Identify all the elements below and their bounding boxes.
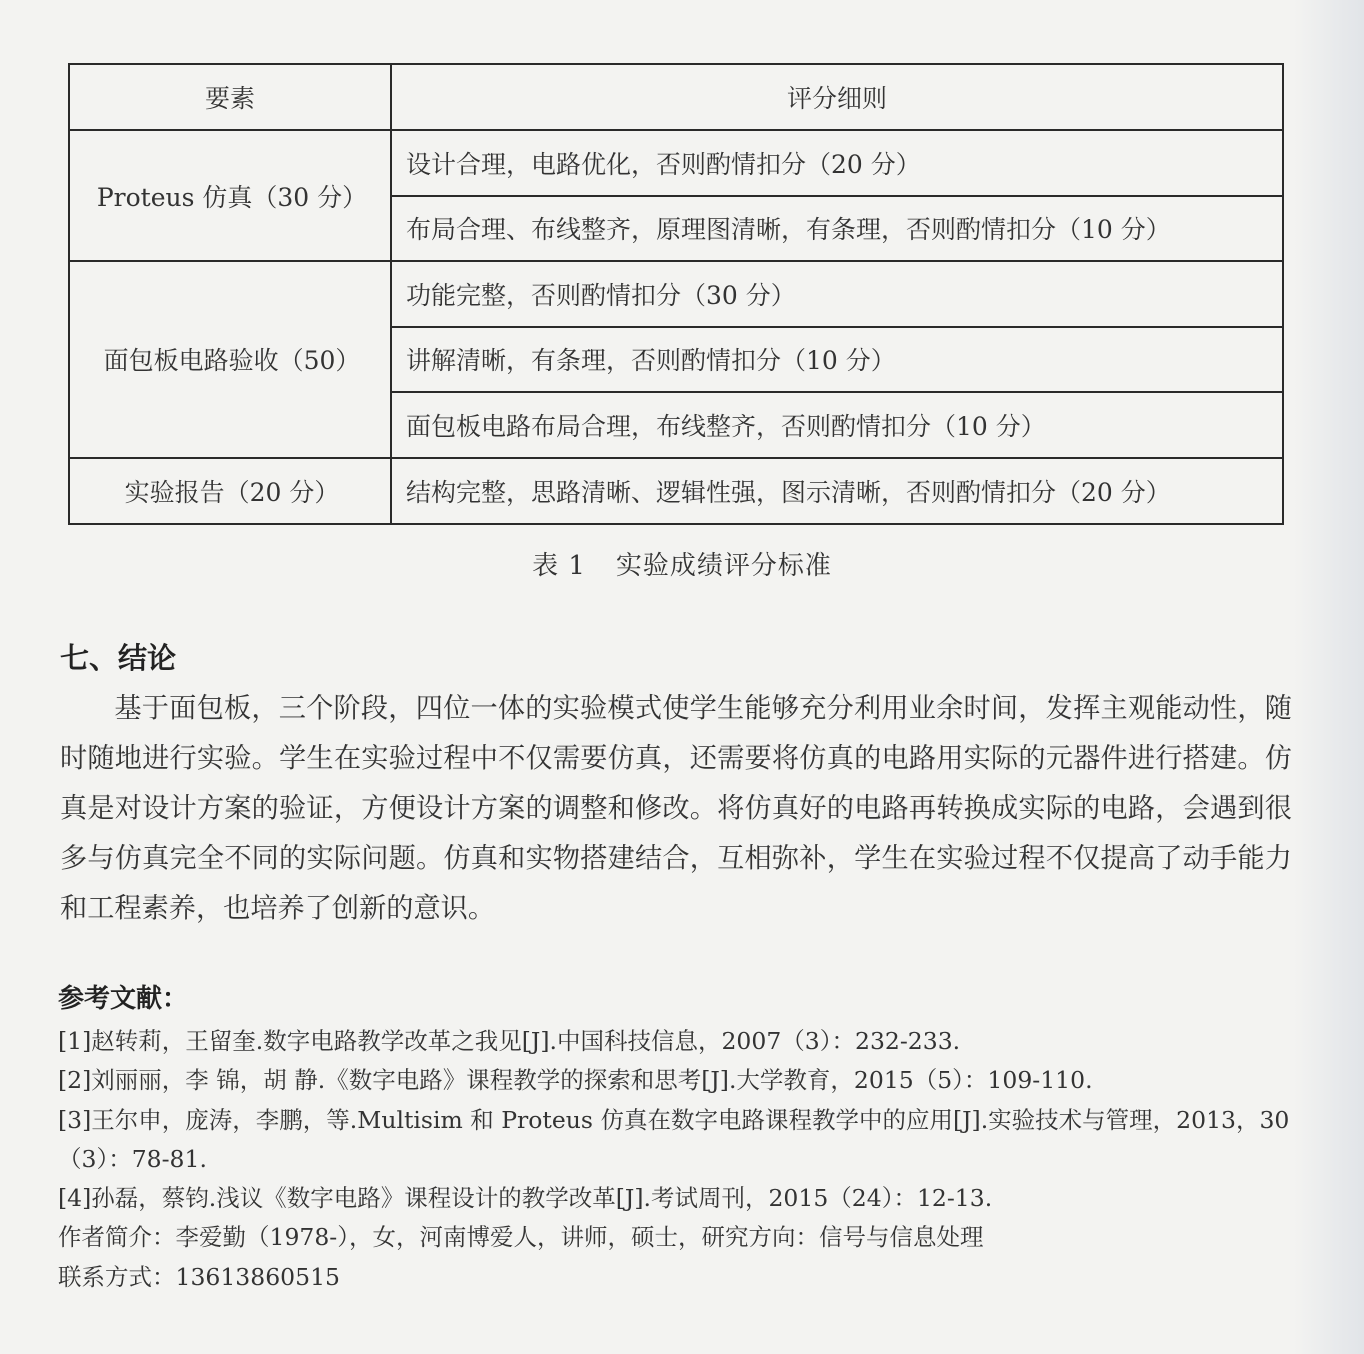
element-cell-breadboard: 面包板电路验收（50） bbox=[69, 261, 391, 458]
author-bio: 作者简介：李爱勤（1978-），女，河南博爱人，讲师，硕士，研究方向：信号与信息处理 bbox=[58, 1223, 984, 1252]
header-rules: 评分细则 bbox=[391, 64, 1283, 130]
references-heading: 参考文献： bbox=[58, 984, 189, 1014]
header-element: 要素 bbox=[69, 64, 391, 130]
element-cell-proteus: Proteus 仿真（30 分） bbox=[69, 130, 391, 261]
table-caption-text: 实验成绩评分标准 bbox=[615, 551, 832, 581]
references-list bbox=[58, 1022, 1298, 1297]
conclusion-paragraph: 基于面包板，三个阶段，四位一体的实验模式使学生能够充分利用业余时间，发挥主观能动性，随时随地进行实验。学生在实验过程中不仅需要仿真，还需要将仿真的电路用实际的元器件进行搭建。仿真是对设计方案的验证，方便设计方案的调整和修改。将仿真好的电路再转换成实际的电路，会遇到很多与仿真完全不同的实际问题。仿真和实物搭建结合，互相弥补，学生在实验过程不仅提高了动手能力和工程素养，也培养了创新的意识。 bbox=[60, 693, 1292, 924]
rule-cell: 面包板电路布局合理，布线整齐，否则酌情扣分（10 分） bbox=[391, 392, 1283, 458]
table-header-row bbox=[69, 64, 1283, 130]
table-row bbox=[69, 261, 1283, 327]
contact-info: 联系方式：13613860515 bbox=[58, 1262, 340, 1291]
grading-table bbox=[68, 63, 1284, 525]
reference-item: [1]赵转莉，王留奎.数字电路教学改革之我见[J].中国科技信息，2007（3）：232-233. bbox=[58, 1027, 961, 1055]
reference-item: [3]王尔申，庞涛，李鹏，等.Multisim 和 Proteus 仿真在数字电路课程教学中的应用[J].实验技术与管理，2013，30（3）：78-81. bbox=[58, 1105, 1290, 1173]
rule-cell: 讲解清晰，有条理，否则酌情扣分（10 分） bbox=[391, 327, 1283, 393]
table-caption-number: 表 1 bbox=[532, 551, 586, 581]
table-row bbox=[69, 130, 1283, 196]
element-cell-report: 实验报告（20 分） bbox=[69, 458, 391, 524]
rule-cell: 布局合理、布线整齐，原理图清晰，有条理，否则酌情扣分（10 分） bbox=[391, 196, 1283, 262]
table-row bbox=[69, 458, 1283, 524]
page-edge-shadow bbox=[1294, 0, 1364, 1354]
rule-cell: 结构完整，思路清晰、逻辑性强，图示清晰，否则酌情扣分（20 分） bbox=[391, 458, 1283, 524]
rule-cell: 设计合理，电路优化，否则酌情扣分（20 分） bbox=[391, 130, 1283, 196]
conclusion-heading: 七、结论 bbox=[60, 641, 177, 675]
table-caption bbox=[0, 545, 1364, 582]
rule-cell: 功能完整，否则酌情扣分（30 分） bbox=[391, 261, 1283, 327]
reference-item: [4]孙磊，蔡钧.浅议《数字电路》课程设计的教学改革[J].考试周刊，2015（24）：12-13. bbox=[58, 1184, 993, 1213]
reference-item: [2]刘丽丽，李 锦，胡 静.《数字电路》课程教学的探索和思考[J].大学教育，2015（5）：109-110. bbox=[58, 1066, 1093, 1095]
